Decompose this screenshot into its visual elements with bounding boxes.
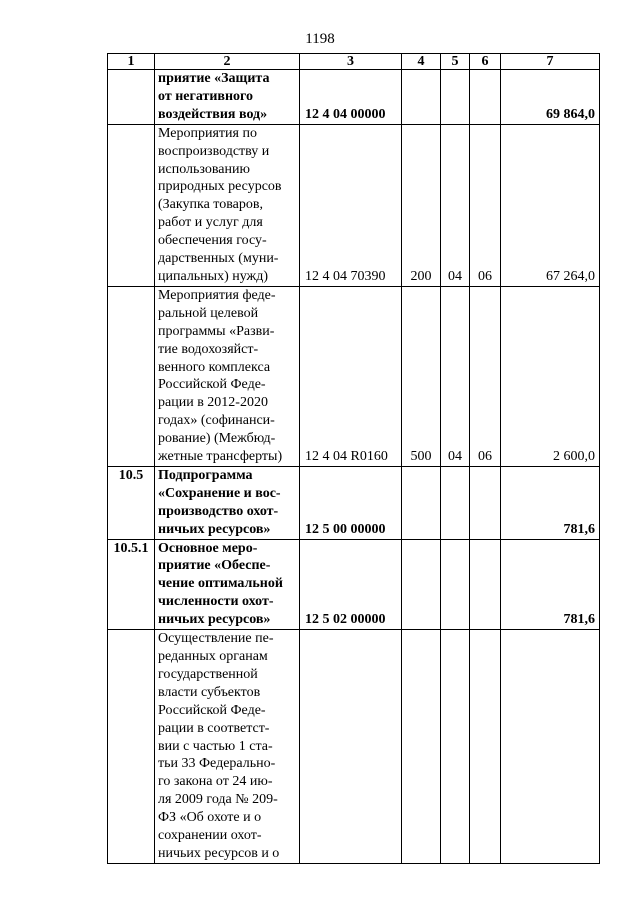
amount-cell — [501, 630, 600, 864]
description-line: воздействия вод» — [158, 106, 268, 122]
description-cell — [155, 539, 300, 630]
column-6-cell — [470, 70, 501, 125]
code-cell: 12 5 00 00000 — [300, 466, 402, 539]
column-4-cell — [402, 539, 441, 630]
column-5-cell — [441, 539, 470, 630]
column-4-cell — [402, 630, 441, 864]
table-body — [108, 70, 600, 864]
row-number-cell — [108, 286, 155, 466]
budget-table — [107, 53, 600, 864]
amount-cell: 67 264,0 — [501, 124, 600, 286]
header-cell: 6 — [470, 54, 501, 70]
column-5-cell — [441, 466, 470, 539]
description-line: от негативного — [158, 88, 254, 104]
row-number-cell — [108, 70, 155, 125]
amount-cell: 69 864,0 — [501, 70, 600, 125]
code-cell: 12 5 02 00000 — [300, 539, 402, 630]
column-6-cell — [470, 539, 501, 630]
description-line: «Сохранение и вос- — [158, 485, 281, 501]
column-6-cell — [470, 466, 501, 539]
description-line: годах» (софинанси- — [158, 413, 275, 429]
code-cell: 12 4 04 70390 — [300, 124, 402, 286]
description-line: приятие «Защита — [158, 71, 270, 86]
description-line: реданных органам — [158, 649, 268, 664]
description-line: численности охот- — [158, 594, 274, 610]
table-row — [108, 466, 600, 539]
column-5-cell — [441, 70, 470, 125]
description-line: обеспечения госу- — [158, 233, 267, 249]
description-line: ничьих ресурсов и о — [158, 845, 280, 861]
description-cell — [155, 286, 300, 466]
description-line: рации в 2012-2020 — [158, 395, 268, 411]
description-line: государственной — [158, 666, 258, 682]
column-4-cell: 500 — [402, 286, 441, 466]
header-cell: 7 — [501, 54, 600, 70]
page-number: 1198 — [305, 31, 335, 47]
description-line: Осуществление пе- — [158, 631, 274, 647]
amount-cell: 781,6 — [501, 539, 600, 630]
column-5-cell: 04 — [441, 124, 470, 286]
description-line: приятие «Обеспе- — [158, 558, 271, 574]
row-number-cell: 10.5.1 — [108, 539, 155, 630]
description-line: тие водохозяйст- — [158, 341, 259, 357]
column-4-cell — [402, 466, 441, 539]
code-cell: 12 4 04 00000 — [300, 70, 402, 125]
description-line: ничьих ресурсов» — [158, 521, 271, 537]
description-line: производство охот- — [158, 503, 279, 519]
table-row — [108, 70, 600, 125]
column-4-cell — [402, 70, 441, 125]
description-line: программы «Разви- — [158, 323, 275, 339]
header-cell: 1 — [108, 54, 155, 70]
description-line: природных ресурсов — [158, 179, 282, 195]
amount-cell: 781,6 — [501, 466, 600, 539]
description-line: ничьих ресурсов» — [158, 612, 271, 628]
description-line: работ и услуг для — [158, 215, 263, 231]
description-line: Мероприятия феде- — [158, 287, 276, 303]
description-line: рации в соответст- — [158, 720, 270, 736]
description-line: вии с частью 1 ста- — [158, 738, 273, 754]
description-cell — [155, 70, 300, 125]
header-cell: 5 — [441, 54, 470, 70]
row-number-cell — [108, 124, 155, 286]
column-5-cell — [441, 630, 470, 864]
description-line: тьи 33 Федерально- — [158, 756, 276, 772]
description-line: сохранении охот- — [158, 828, 262, 844]
description-line: жетные трансферты) — [158, 449, 283, 465]
description-line: рование) (Межбюд- — [158, 431, 276, 447]
table-row — [108, 124, 600, 286]
column-6-cell — [470, 630, 501, 864]
description-line: Мероприятия по — [158, 125, 257, 141]
description-cell — [155, 466, 300, 539]
header-cell: 3 — [300, 54, 402, 70]
header-cell: 4 — [402, 54, 441, 70]
table-row — [108, 630, 600, 864]
description-line: Подпрограмма — [158, 467, 253, 483]
description-line: дарственных (муни- — [158, 251, 279, 267]
code-cell — [300, 630, 402, 864]
table-header-row — [108, 54, 600, 70]
description-line: ральной целевой — [158, 305, 259, 321]
description-line: Российской Феде- — [158, 702, 266, 718]
table-row — [108, 539, 600, 630]
description-line: Российской Федe- — [158, 377, 266, 393]
column-5-cell: 04 — [441, 286, 470, 466]
description-line: ципальных) нужд) — [158, 268, 269, 284]
description-cell — [155, 630, 300, 864]
description-line: чение оптимальной — [158, 576, 283, 592]
column-6-cell: 06 — [470, 286, 501, 466]
description-line: Основное меро- — [158, 540, 258, 556]
table-row — [108, 286, 600, 466]
description-line: ФЗ «Об охоте и о — [158, 810, 262, 826]
description-line: (Закупка товаров, — [158, 197, 263, 213]
description-line: использованию — [158, 161, 250, 177]
description-cell — [155, 124, 300, 286]
description-line: воспроизводству и — [158, 143, 270, 159]
row-number-cell: 10.5 — [108, 466, 155, 539]
description-line: власти субъектов — [158, 684, 261, 700]
code-cell: 12 4 04 R0160 — [300, 286, 402, 466]
column-6-cell: 06 — [470, 124, 501, 286]
description-line: ля 2009 года № 209- — [158, 792, 278, 808]
header-cell: 2 — [155, 54, 300, 70]
description-line: го закона от 24 ию- — [158, 774, 273, 790]
amount-cell: 2 600,0 — [501, 286, 600, 466]
column-4-cell: 200 — [402, 124, 441, 286]
description-line: венного комплекса — [158, 359, 271, 375]
row-number-cell — [108, 630, 155, 864]
